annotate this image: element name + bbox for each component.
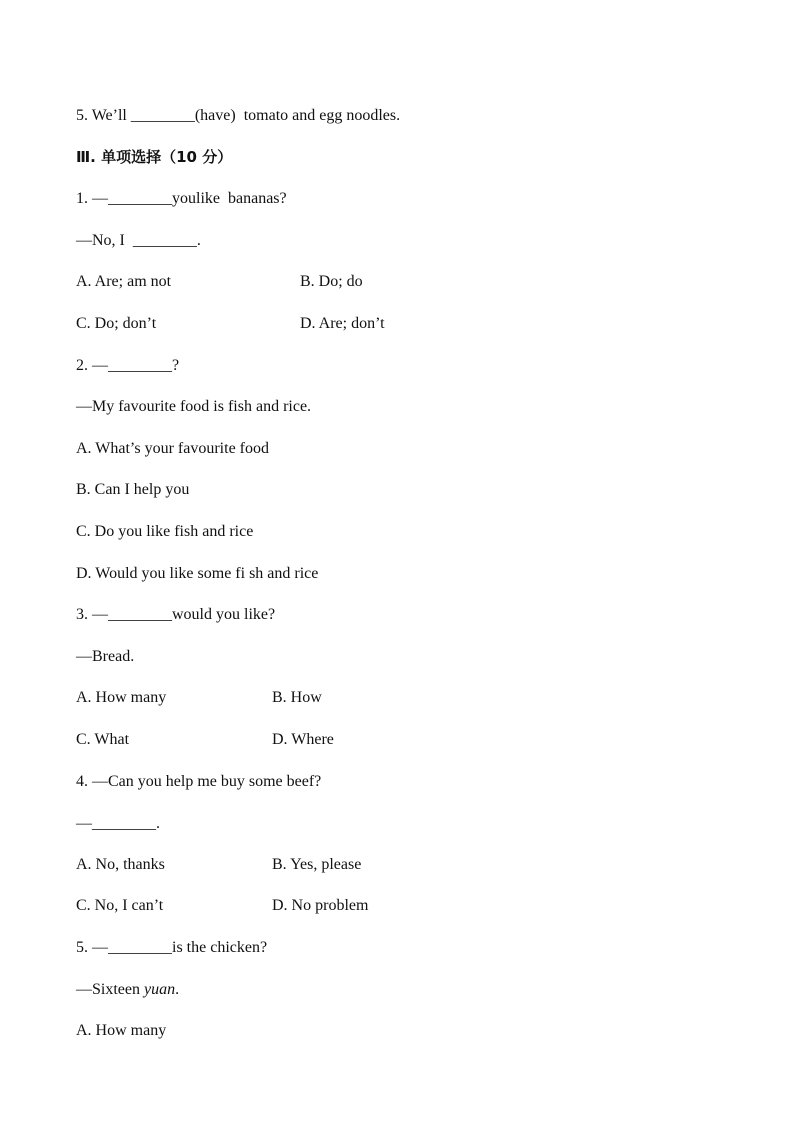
question-1-option-a: A. Are; am not (76, 273, 172, 290)
question-4-option-c: C. No, I can’t (76, 897, 164, 914)
question-1-option-c: C. Do; don’t (76, 315, 157, 332)
question-5-option-a: A. How many (76, 1022, 167, 1039)
question-1-reply: —No, I ________. (76, 232, 201, 249)
question-3-option-c: C. What (76, 731, 130, 748)
question-4-option-a: A. No, thanks (76, 856, 165, 873)
question-5-stem: 5. —________is the chicken? (76, 939, 268, 956)
question-1-option-d: D. Are; don’t (300, 315, 385, 332)
question-1-stem: 1. —________youlike bananas? (76, 190, 287, 207)
question-3-option-d: D. Where (272, 731, 334, 748)
question-3-stem: 3. —________would you like? (76, 606, 276, 623)
reply-prefix: —Sixteen (76, 981, 144, 998)
question-2-option-b: B. Can I help you (76, 481, 190, 498)
question-3-option-b: B. How (272, 689, 322, 706)
question-2-reply: —My favourite food is fish and rice. (76, 398, 312, 415)
section-title: Ⅲ. 单项选择（10 分） (76, 148, 233, 166)
question-3-reply: —Bread. (76, 648, 135, 665)
question-4-option-b: B. Yes, please (272, 856, 362, 873)
question-1-option-b: B. Do; do (300, 273, 363, 290)
question-3-option-a: A. How many (76, 689, 167, 706)
reply-italic-word: yuan (144, 981, 176, 998)
question-4-stem: 4. —Can you help me buy some beef? (76, 773, 322, 790)
question-2-option-a: A. What’s your favourite food (76, 440, 269, 457)
question-5-reply (76, 980, 179, 1000)
question-2-option-d: D. Would you like some fi sh and rice (76, 565, 319, 582)
question-4-option-d: D. No problem (272, 897, 369, 914)
fill-in-question-5: 5. We’ll ________(have) tomato and egg noodles. (76, 107, 401, 124)
question-2-option-c: C. Do you like fish and rice (76, 523, 254, 540)
question-4-reply: —________. (76, 815, 160, 832)
reply-suffix: . (175, 981, 180, 998)
question-2-stem: 2. —________? (76, 357, 180, 374)
